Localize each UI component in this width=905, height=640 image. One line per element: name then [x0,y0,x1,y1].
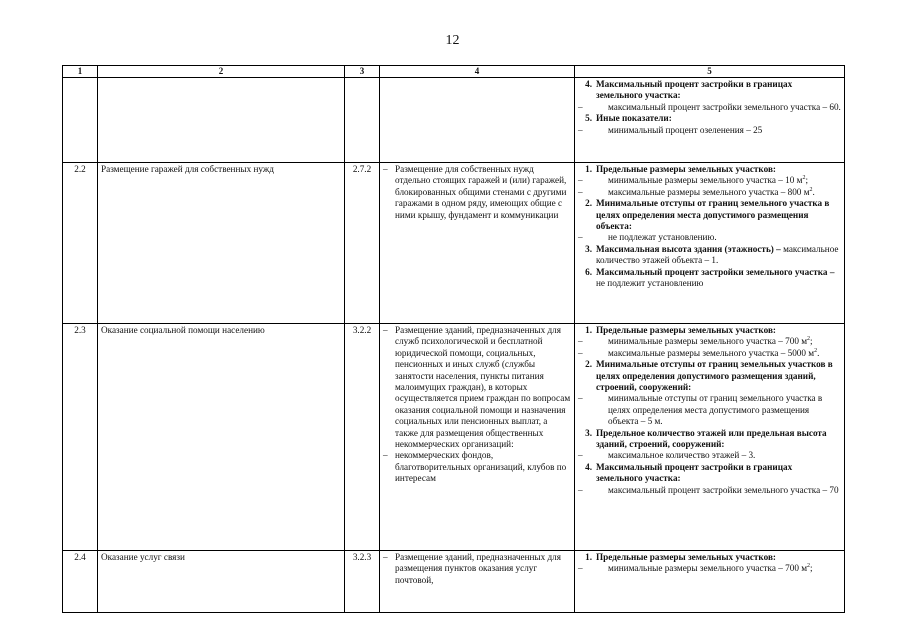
table-row [63,163,845,324]
params-cell [575,324,845,551]
header-row [63,66,845,78]
row-code: 2.2 [63,163,98,324]
row-code: 2.3 [63,324,98,551]
list-item: 1. Предельные размеры земельных участков: [585,552,776,562]
list-item: 1. Предельные размеры земельных участков: [585,164,776,174]
row-name: Оказание услуг связи [98,551,345,613]
col-header: 4 [380,66,575,78]
list-item: – Размещение зданий, предназначенных для размещения пунктов оказания услуг почтовой, [383,552,561,585]
list-item: 3. Предельное количество этажей или предельная высота зданий, строений, сооружений: [585,427,827,450]
list-item: – не подлежат установлению. [578,232,717,243]
list-item: 2. Минимальные отступы от границ земельного участка в целях определения места допустимого размещения объекта: [585,198,830,232]
description-cell [380,551,575,613]
row-code: 2.4 [63,551,98,613]
table-row [63,551,845,613]
list-item: 2. Минимальные отступы от границ земельных участков в целях определения допустимого размещения зданий, строений, сооружений: [585,359,833,393]
classifier-code: 2.7.2 [345,163,380,324]
classifier-code: 3.2.3 [345,551,380,613]
list-item: – Размещение зданий, предназначенных для служб психологической и бесплатной юридической помощи, социальных, пенсионных и иных служб (службы занятости населения, пункты питания малоимущих граждан), в которых осуществляется прием граждан по вопросам оказания социальной помощи и назначения социальных или пенсионных выплат, а также для размещения общественных некоммерческих организаций: [383,325,571,450]
list-item: 4. Максимальный процент застройки в границах земельного участка: [585,461,793,484]
classifier-code: 3.2.2 [345,324,380,551]
land-use-table [62,65,845,613]
col-header: 1 [63,66,98,78]
list-item: – минимальные размеры земельного участка – 10 $м^2$; [578,175,808,186]
col-header: 3 [345,66,380,78]
list-item: 5. Иные показатели: [585,113,672,124]
list-item: 6. Максимальный процент застройки земельного участка – не подлежит установлению [585,266,835,289]
list-item: 1. Предельные размеры земельных участков: [585,325,776,335]
list-item: – Размещение для собственных нужд отдельно стоящих гаражей и (или) гаражей, блокированных общими стенами с другими гаражами в одном ряду, имеющих общие с ними крышу, фундамент и коммуникации [383,164,567,220]
page-number: 12 [445,33,460,48]
list-item: – максимальное количество этажей – 3. [578,450,756,461]
list-item: – максимальные размеры земельного участка – 5000 $м^2$. [578,347,820,358]
list-item: – максимальные размеры земельного участка – 800 $м^2$. [578,186,815,197]
list-item: 3. Максимальная высота здания (этажность) – максимальное количество этажей объекта – 1. [585,243,839,266]
list-item: 4. Максимальный процент застройки в границах земельного участка: [585,79,793,101]
list-item: – максимальный процент застройки земельного участка – 60. [578,101,841,112]
col-header: 2 [98,66,345,78]
list-item: – минимальные размеры земельного участка – 700 $м^2$; [578,336,813,347]
description-cell [380,163,575,324]
list-item: – минимальные размеры земельного участка – 700 $м^2$; [578,563,813,574]
params-cell [575,551,845,613]
list-item: – максимальный процент застройки земельного участка – 70 [578,484,839,495]
params-cell [575,78,845,163]
col-header: 5 [575,66,845,78]
table-row [63,324,845,551]
list-item: – минимальные отступы от границ земельного участка в целях определения места допустимого размещения объекта – 5 м. [578,393,823,427]
description-cell [380,324,575,551]
table-row [63,78,845,163]
list-item: – некоммерческих фондов, благотворительных организаций, клубов по интересам [383,450,567,484]
row-name: Размещение гаражей для собственных нужд [98,163,345,324]
list-item: – минимальный процент озеленения – 25 [578,124,763,135]
row-name: Оказание социальной помощи населению [98,324,345,551]
params-cell [575,163,845,324]
